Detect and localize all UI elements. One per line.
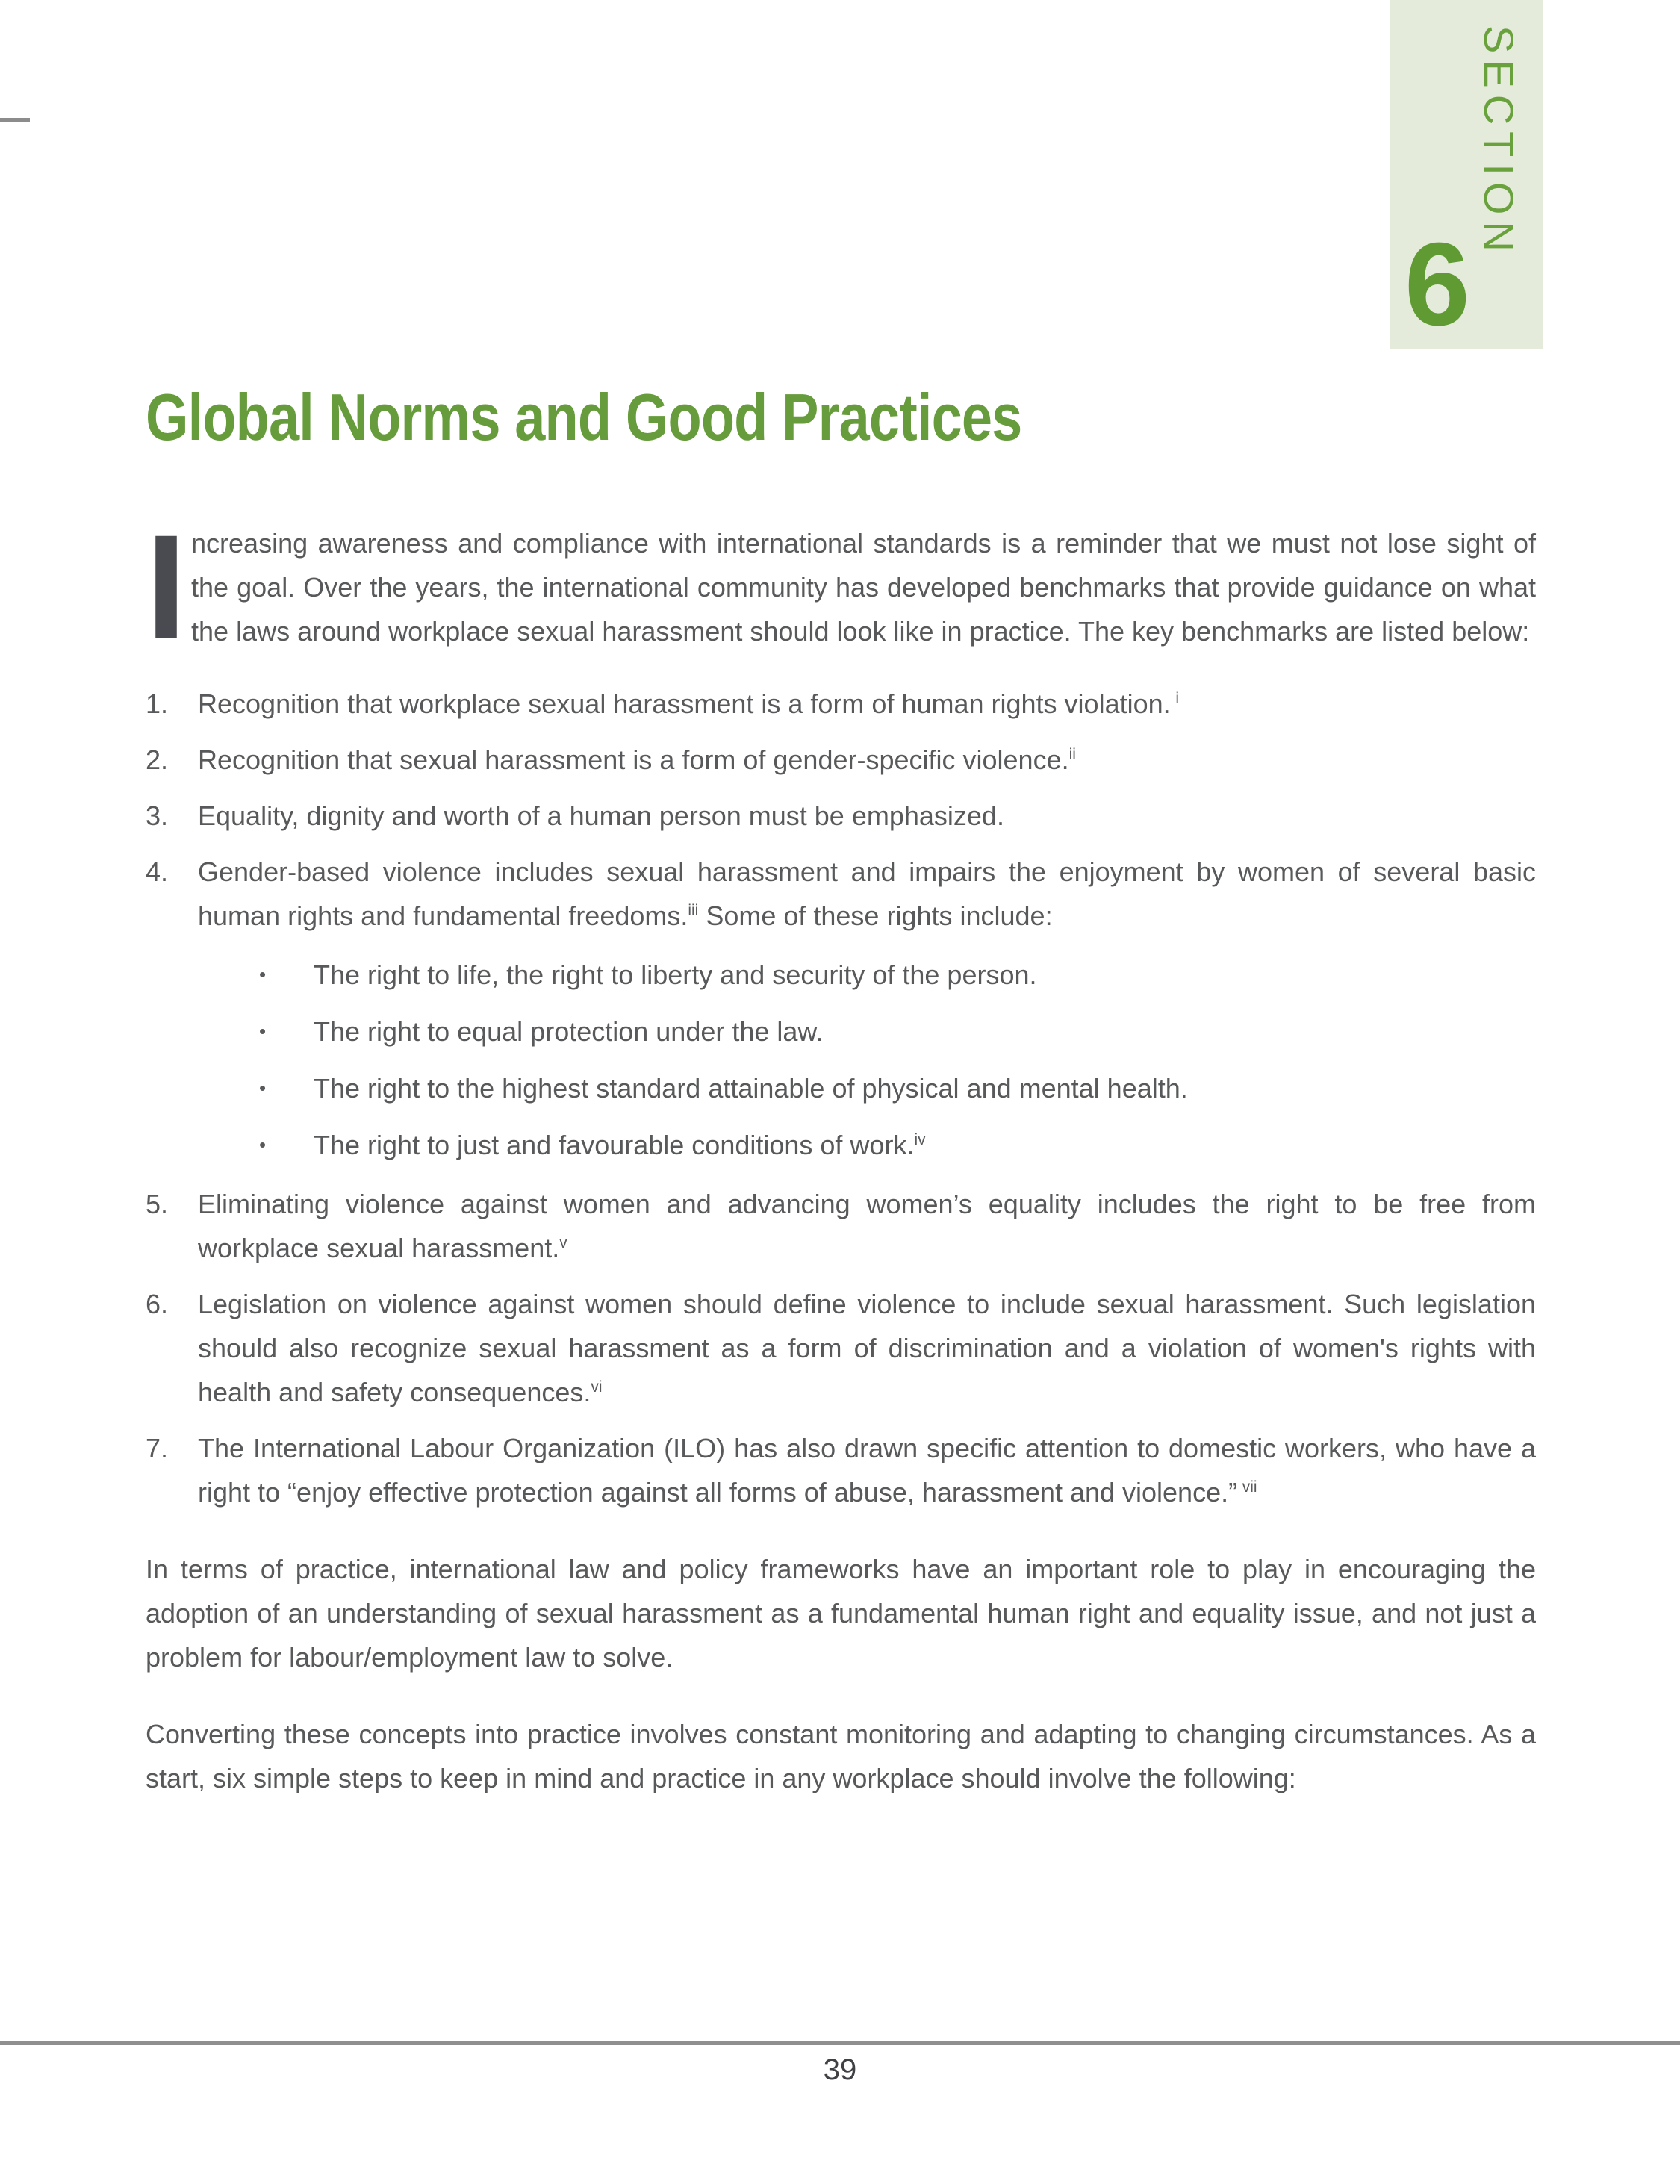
- page-title: Global Norms and Good Practices: [146, 380, 1022, 454]
- bullet-item: [259, 1066, 1536, 1110]
- list-item-text: Gender-based violence includes sexual harassment and impairs the enjoyment by women of several basic human rights and fundamental freedoms.$^{iii}$ Some of these rights include:: [198, 856, 1536, 931]
- closing-paragraph: In terms of practice, international law and policy frameworks have an important role to play in encouraging the adoption of an understanding of sexual harassment as a fundamental human right and equality issue, and not just a problem for labour/employment law to solve.: [146, 1554, 1536, 1673]
- closing-paragraph: Converting these concepts into practice involves constant monitoring and adapting to changing circumstances. As a start, six simple steps to keep in mind and practice in any workplace should involve the following:: [146, 1719, 1536, 1793]
- list-item: [146, 1282, 1536, 1414]
- list-item-number: 6.: [146, 1289, 169, 1319]
- intro-text: ncreasing awareness and compliance with international standards is a reminder that we must not lose sight of the goal. Over the years, the international community has developed benchmarks that provide guidance on what the laws around workplace sexual harassment should look like in practice. The key benchmarks are listed below:: [191, 528, 1536, 647]
- footnote-ref: v: [559, 1234, 567, 1251]
- crop-mark-dash: [0, 118, 30, 122]
- page-body: [146, 504, 1536, 1800]
- list-item-number: 4.: [146, 856, 169, 887]
- section-tab-number: 6: [1404, 219, 1470, 350]
- footnote-ref: i: [1175, 690, 1179, 707]
- list-item-number: 3.: [146, 800, 169, 831]
- footnote-ref: iii: [688, 902, 699, 919]
- list-item-text: Legislation on violence against women should define violence to include sexual harassment. Such legislation should also recognize sexual harassment as a form of discrimination and a violation of women's rights with health and safety consequences.$^{vi}$: [198, 1289, 1536, 1407]
- bullet-item-text: The right to equal protection under the law.: [314, 1016, 824, 1047]
- section-tab-label: SECTION: [1475, 25, 1522, 258]
- list-item-number: 7.: [146, 1433, 169, 1463]
- page-number: 39: [823, 2053, 857, 2086]
- list-item-text: Equality, dignity and worth of a human person must be emphasized.: [198, 800, 1004, 831]
- numbered-list: [146, 682, 1536, 1514]
- list-item-text: The International Labour Organization (ILO) has also drawn specific attention to domestic workers, who have a right to “enjoy effective protection against all forms of abuse, harassment and violence.” $^{vii}$: [198, 1433, 1536, 1508]
- footnote-ref: iv: [914, 1131, 926, 1148]
- footnote-ref: ii: [1068, 746, 1076, 763]
- bullet-item: [259, 1123, 1536, 1167]
- footer-rule: [0, 2041, 1680, 2045]
- list-item-text: Eliminating violence against women and advancing women’s equality includes the right to be free from workplace sexual harassment.$^v$: [198, 1189, 1536, 1263]
- list-item: [146, 794, 1536, 838]
- bullet-list: [259, 953, 1536, 1167]
- bullet-item-text: The right to the highest standard attainable of physical and mental health.: [314, 1073, 1188, 1104]
- list-item: [146, 738, 1536, 782]
- list-item: [146, 850, 1536, 938]
- bullet-item: [259, 953, 1536, 997]
- list-item: [146, 1426, 1536, 1514]
- bullet-item-text: The right to just and favourable conditions of work.$^{iv}$: [314, 1130, 926, 1160]
- footnote-ref: vi: [591, 1378, 603, 1396]
- list-item: [146, 1182, 1536, 1270]
- footnote-ref: vii: [1242, 1478, 1257, 1496]
- bullet-icon: •: [259, 1020, 267, 1042]
- dropcap-letter: I: [146, 504, 187, 669]
- intro-paragraph: [146, 504, 1536, 669]
- bullet-icon: •: [259, 963, 267, 986]
- list-item-number: 1.: [146, 688, 169, 719]
- list-item-text: Recognition that workplace sexual harassment is a form of human rights violation. $^i$: [198, 688, 1179, 719]
- bullet-icon: •: [259, 1133, 267, 1156]
- list-item: [146, 682, 1536, 726]
- section-tab: [1390, 0, 1543, 349]
- list-item-number: 5.: [146, 1189, 169, 1219]
- bullet-item: [259, 1009, 1536, 1054]
- list-item-number: 2.: [146, 744, 169, 775]
- bullet-icon: •: [259, 1077, 267, 1099]
- bullet-item-text: The right to life, the right to liberty and security of the person.: [314, 959, 1037, 990]
- list-item-text: Recognition that sexual harassment is a form of gender-specific violence.$^{ii}$: [198, 744, 1076, 775]
